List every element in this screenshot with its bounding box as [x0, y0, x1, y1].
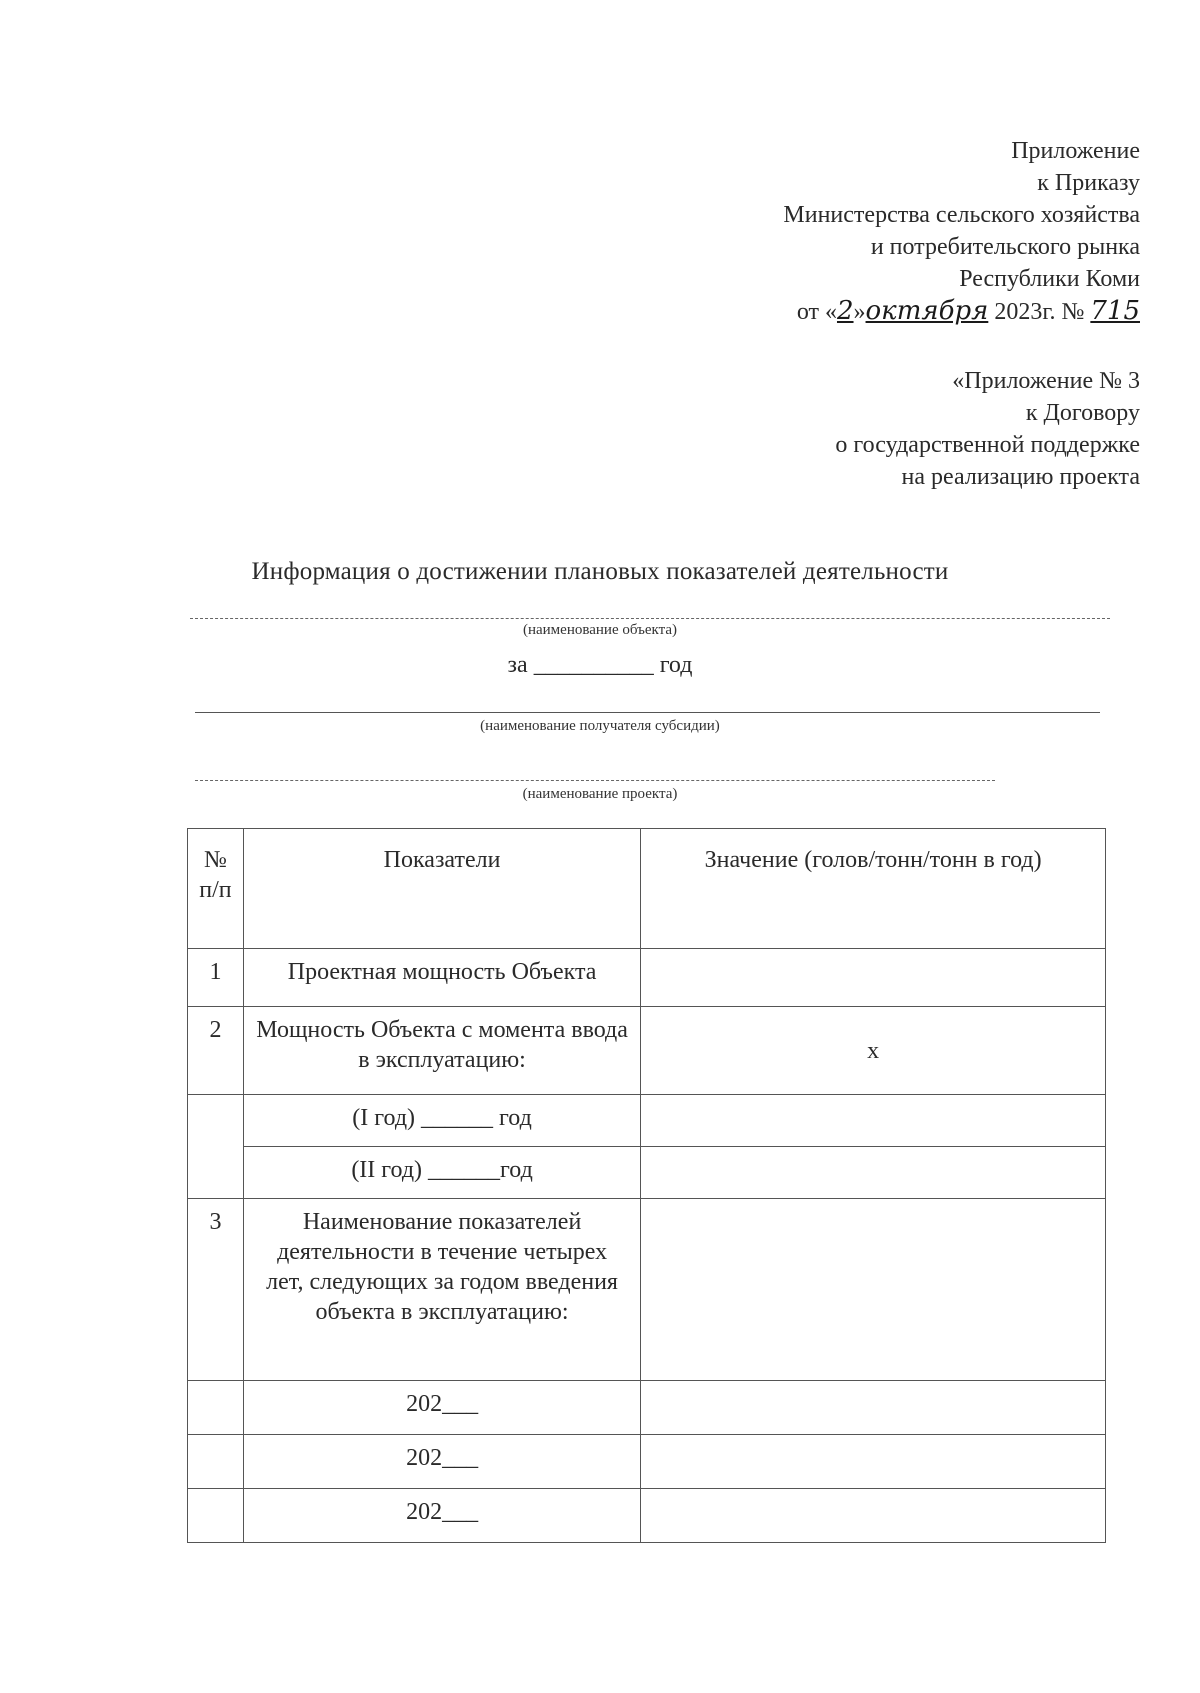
row-num: 2	[209, 1017, 222, 1043]
table-row	[188, 1381, 1106, 1435]
table-row	[188, 1147, 1106, 1199]
header-line: к Приказу	[1037, 170, 1140, 196]
row-value	[641, 1381, 1105, 1397]
indicators-table	[187, 828, 1106, 1543]
row-num: 3	[209, 1209, 222, 1235]
row-value	[641, 1199, 1105, 1215]
row-indicator: 202___	[406, 1445, 479, 1471]
row-value	[641, 1095, 1105, 1111]
row-num	[188, 1381, 243, 1397]
appendix-line: «Приложение № 3	[952, 368, 1140, 394]
row-num	[188, 1489, 243, 1505]
header-line: Приложение	[1011, 138, 1140, 164]
header-line: и потребительского рынка	[870, 234, 1140, 260]
table-row	[188, 1199, 1106, 1381]
appendix-line: к Договору	[1025, 400, 1140, 426]
object-name-line	[190, 618, 1110, 619]
appendix-line: на реализацию проекта	[901, 464, 1140, 490]
recipient-caption: (наименование получателя субсидии)	[480, 718, 720, 734]
row-value	[641, 949, 1105, 965]
row-num	[188, 1435, 243, 1451]
year-blank: __________	[533, 652, 654, 678]
object-caption: (наименование объекта)	[522, 622, 678, 638]
table-row	[188, 949, 1106, 1007]
year-prefix: за	[507, 652, 528, 678]
project-caption: (наименование проекта)	[522, 786, 678, 802]
row-value: х	[867, 1037, 880, 1064]
report-year-line	[0, 652, 1200, 679]
appendix-line: о государственной поддержке	[835, 432, 1140, 458]
order-date-line	[783, 295, 1140, 328]
document-title: Информация о достижении плановых показателей деятельности	[251, 558, 949, 585]
date-month-handwritten: октября	[865, 296, 989, 326]
date-prefix: от «	[796, 299, 837, 325]
order-appendix-header	[783, 135, 1140, 328]
header-line: Республики Коми	[959, 266, 1140, 292]
row-value	[641, 1489, 1105, 1505]
row-value	[641, 1147, 1105, 1163]
row-num	[188, 1095, 243, 1111]
row-indicator: (I год) ______ год	[352, 1105, 532, 1131]
header-value: Значение (голов/тонн/тонн в год)	[704, 847, 1042, 873]
header-indicator: Показатели	[383, 847, 501, 873]
order-number-handwritten: 715	[1090, 296, 1140, 326]
recipient-name-line	[195, 712, 1100, 713]
row-indicator: 202___	[406, 1499, 479, 1525]
row-value	[641, 1435, 1105, 1451]
table-row	[188, 1489, 1106, 1543]
table-header-row	[188, 829, 1106, 949]
date-day-handwritten: 2	[836, 296, 854, 326]
table-row	[188, 1435, 1106, 1489]
header-line: Министерства сельского хозяйства	[783, 202, 1140, 228]
table-row	[188, 1007, 1106, 1095]
row-num	[188, 1147, 243, 1163]
row-num: 1	[209, 959, 222, 985]
row-indicator: Проектная мощность Объекта	[287, 959, 597, 985]
row-indicator: Мощность Объекта с момента ввода в эксплуатацию:	[256, 1017, 628, 1073]
year-suffix: год	[659, 652, 693, 678]
date-mid: »	[853, 299, 866, 325]
table-row	[188, 1095, 1106, 1147]
contract-appendix-header	[835, 365, 1140, 493]
project-name-line	[195, 780, 995, 781]
row-indicator: Наименование показателей деятельности в течение четырех лет, следующих за годом введения объекта в эксплуатацию:	[266, 1209, 618, 1325]
row-indicator: 202___	[406, 1391, 479, 1417]
header-num: № п/п	[199, 847, 232, 903]
row-indicator: (II год) ______год	[351, 1157, 533, 1183]
date-year: 2023г. №	[994, 299, 1085, 325]
